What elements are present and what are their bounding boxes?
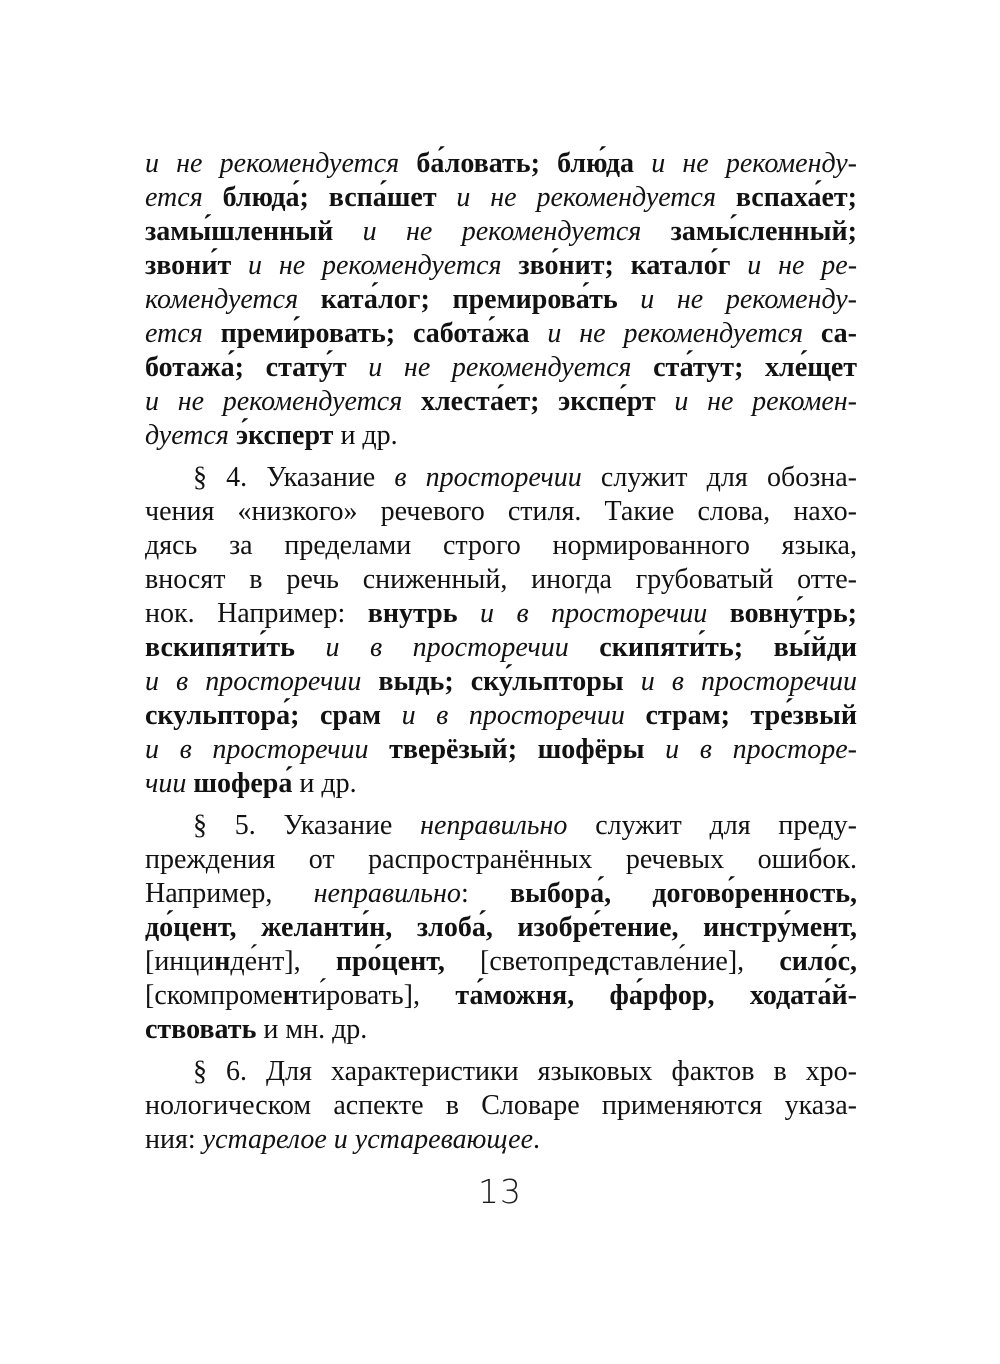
text-line [145, 877, 857, 911]
text-line [145, 597, 857, 631]
text-run: ти́ровать], [298, 980, 456, 1011]
text-run: § 5. Указание [193, 810, 421, 841]
text-run: и не рекомендуется [145, 148, 417, 179]
text-run: и не рекомен- [674, 386, 857, 417]
text-run: чии [145, 768, 194, 799]
text-run: дуется [145, 420, 236, 451]
text-run: и не рекомендуется [368, 352, 654, 383]
text-run: Например, [145, 878, 314, 909]
text-run: и мн. др. [263, 1014, 368, 1045]
text-run: ба́ловать; блю́да [416, 148, 652, 179]
paragraph [145, 461, 857, 801]
text-run: ста́тут; хле́щет [653, 352, 858, 383]
text-run: неправильно [313, 878, 461, 909]
text-line [145, 945, 857, 979]
text-run: и не рекомендуется [248, 250, 519, 281]
text-run: комендуется [145, 284, 321, 315]
page-number: 13 [478, 1172, 522, 1211]
text-line [145, 529, 857, 563]
text-run: ката́лог; премирова́ть [320, 284, 641, 315]
text-line [145, 181, 857, 215]
text-block [145, 147, 857, 1157]
text-run: замы́шленный [145, 216, 363, 247]
text-run: служит для обозна- [600, 462, 857, 493]
text-run: дясь за пределами строго нормированного языка, [145, 530, 857, 561]
text-line [145, 1089, 857, 1123]
text-run: скипяти́ть; вы́йди [599, 632, 857, 663]
text-line [145, 979, 857, 1013]
text-run: и в просторечии [145, 734, 390, 765]
text-line [145, 1123, 857, 1157]
text-run: преждения от распространённых речевых ошибок. [145, 844, 857, 875]
text-run: и в просторечии [145, 666, 379, 697]
text-run: и др. [299, 768, 357, 799]
text-run: зво́нит; катало́г [518, 250, 748, 281]
text-line [145, 733, 857, 767]
paragraph [145, 147, 857, 453]
text-run: [светопре [480, 946, 595, 977]
text-run: ется [145, 318, 221, 349]
text-run: ставле́ние], [608, 946, 780, 977]
paragraph [145, 1055, 857, 1157]
text-line [145, 699, 857, 733]
text-run: в просторечии [394, 462, 601, 493]
text-run: ботажа́; стату́т [145, 352, 369, 383]
text-line [145, 215, 857, 249]
text-run: э́ксперт [235, 420, 341, 451]
text-run: : [460, 878, 510, 909]
text-line [145, 419, 857, 453]
text-line [145, 1013, 857, 1047]
text-run: д [594, 946, 609, 977]
text-line [145, 809, 857, 843]
text-run: звони́т [145, 250, 249, 281]
text-run: блюда́; вспа́шет [222, 182, 457, 213]
text-run: и не рекомендуется [547, 318, 821, 349]
text-line [145, 843, 857, 877]
text-run: и не рекомендуется [456, 182, 736, 213]
text-run: нологическом аспекте в Словаре применяются указа- [145, 1090, 857, 1121]
text-run: вскипяти́ть [145, 632, 326, 663]
text-run: и в просторечии [401, 700, 646, 731]
text-run: до́цент, желанти́н, злоба́, изобре́тение, инстру́мент, [145, 912, 857, 943]
text-line [145, 563, 857, 597]
text-run: де́нт], [230, 946, 336, 977]
text-run: . [533, 1124, 541, 1155]
text-line [145, 351, 857, 385]
text-line [145, 495, 857, 529]
text-run: и в просторечии [640, 666, 858, 697]
text-run: вносят в речь сниженный, иногда грубоватый отте- [145, 564, 857, 595]
text-run: неправильно [420, 810, 596, 841]
paragraph [145, 809, 857, 1047]
text-run: и в просторечии [480, 598, 730, 629]
text-run: [инци [145, 946, 215, 977]
text-run: шофера́ [193, 768, 300, 799]
text-run: и в просторечии [325, 632, 600, 663]
text-run: сило́с, [779, 946, 858, 977]
text-run: скульптора́; срам [145, 700, 402, 731]
text-run: и не ре- [747, 250, 858, 281]
text-run: н [214, 946, 231, 977]
text-run: и не рекомендуется [362, 216, 671, 247]
text-run: выбора́, догово́ренность, [509, 878, 857, 909]
text-run: хлеста́ет; экспе́рт [420, 386, 675, 417]
text-run: вспаха́ет; [735, 182, 857, 213]
text-run: вовну́трь; [729, 598, 858, 629]
text-run: страм; тре́звый [645, 700, 857, 731]
text-line [145, 1055, 857, 1089]
text-line [145, 147, 857, 181]
text-run: ется [145, 182, 223, 213]
text-run: § 6. Для характеристики языковых фактов в хро- [193, 1056, 857, 1087]
text-run: чения «низкого» речевого стиля. Такие слова, нахо- [145, 496, 857, 527]
text-line [145, 665, 857, 699]
text-run: нок. Например: [145, 598, 368, 629]
text-run: устарелое и устаревающее [202, 1124, 534, 1155]
text-run: про́цент, [335, 946, 481, 977]
text-run: са- [820, 318, 857, 349]
text-line [145, 385, 857, 419]
text-run: внутрь [367, 598, 480, 629]
text-line [145, 283, 857, 317]
text-run: выдь; ску́льпторы [378, 666, 641, 697]
text-line [145, 767, 857, 801]
text-line [145, 911, 857, 945]
text-run: служит для преду- [595, 810, 857, 841]
text-run: та́можня, фа́рфор, ходата́й- [455, 980, 858, 1011]
text-run: и не рекомендуется [145, 386, 421, 417]
text-run: и в просторе- [665, 734, 858, 765]
text-run: н [282, 980, 299, 1011]
text-line [145, 249, 857, 283]
text-run: и др. [340, 420, 398, 451]
text-line [145, 461, 857, 495]
text-run: [скомпроме [145, 980, 283, 1011]
text-run: замы́сленный; [670, 216, 857, 247]
text-run: § 4. Указание [193, 462, 395, 493]
text-run: ния: [145, 1124, 203, 1155]
text-run: тверёзый; шофёры [389, 734, 666, 765]
text-run: и не рекоменду- [651, 148, 858, 179]
text-line [145, 631, 857, 665]
text-run: преми́ровать; сабота́жа [220, 318, 548, 349]
text-run: ствовать [145, 1014, 264, 1045]
text-line [145, 317, 857, 351]
text-run: и не рекоменду- [640, 284, 858, 315]
